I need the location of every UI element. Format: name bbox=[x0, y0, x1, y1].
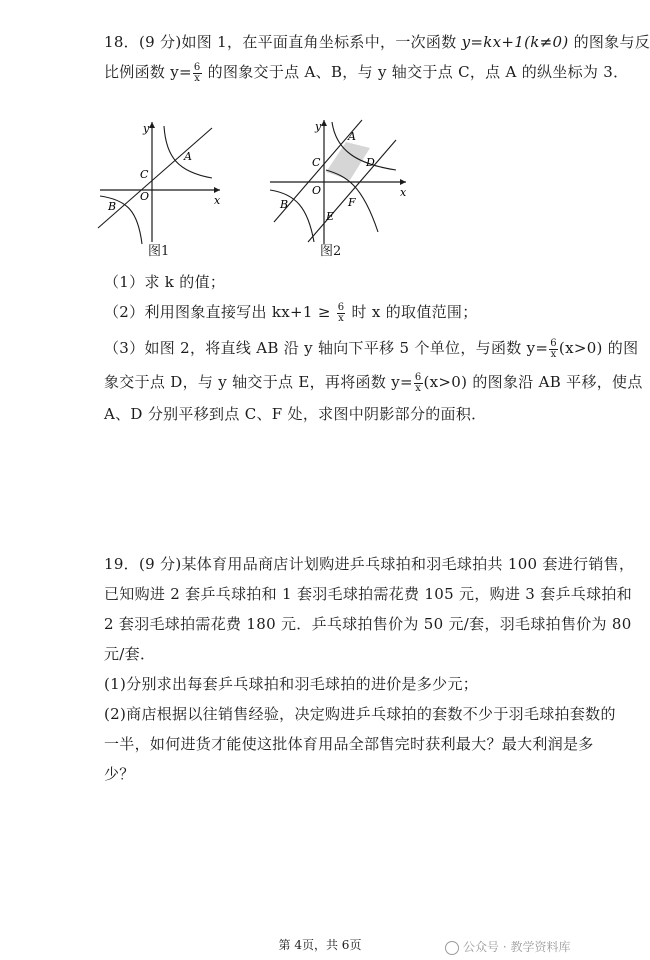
q18-line-2: 比例函数 y= $\frac{6}{x}$ 的图象交于点 A、B，与 y 轴交于点 C，点 A 的纵坐标为 3． bbox=[104, 61, 629, 84]
q18-part-2: （2）利用图象直接写出 kx+1 ≥ $\frac{6}{x}$ 时 x 的取值范围； bbox=[104, 301, 478, 324]
q19-part-2-line-1: (2)商店根据以往销售经验，决定购进乒乓球拍的套数不少于羽毛球拍套数的 bbox=[104, 705, 616, 723]
figure-2 bbox=[266, 112, 414, 252]
fraction: $\frac{6}{x}$ bbox=[414, 371, 422, 394]
q19-part-2-line-3: 少？ bbox=[104, 765, 135, 783]
q18-line-1: 18．(9 分)如图 1，在平面直角坐标系中，一次函数 y=kx+1(k≠0) 的图象与反 bbox=[104, 33, 650, 51]
fraction: $\frac{6}{x}$ bbox=[550, 337, 557, 360]
q19-line-3: 2 套羽毛球拍需花费 180 元．乒乓球拍售价为 50 元/套，羽毛球拍售价为 80 bbox=[104, 615, 632, 633]
q19-part-1: (1)分别求出每套乒乓球拍和羽毛球拍的进价是多少元； bbox=[104, 675, 479, 693]
q18-part-1: （1）求 k 的值； bbox=[104, 273, 226, 291]
fig1-label-x: x bbox=[214, 194, 221, 207]
q18-part-3-line-3: A、D 分别平移到点 C、F 处，求图中阴影部分的面积． bbox=[104, 405, 487, 423]
figure-2-caption: 图2 bbox=[320, 244, 342, 259]
fig1-label-b: B bbox=[108, 200, 117, 213]
page-number: 第 4页，共 6页 bbox=[278, 938, 362, 952]
q19-line-2: 已知购进 2 套乒乓球拍和 1 套羽毛球拍需花费 105 元，购进 3 套乒乓球拍和 bbox=[104, 585, 633, 603]
fig2-label-e: E bbox=[326, 210, 335, 223]
fig2-label-x: x bbox=[400, 186, 407, 199]
fraction: $\frac{6}{x}$ bbox=[193, 61, 201, 84]
q19-line-4: 元/套． bbox=[104, 645, 156, 663]
q18-part-3-line-2: 象交于点 D，与 y 轴交于点 E，再将函数 y= $\frac{6}{x}$ (x>0) 的图象沿 AB 平移，使点 bbox=[104, 371, 643, 394]
fig1-label-c: C bbox=[140, 168, 149, 181]
q19-part-2-line-2: 一半，如何进货才能使这批体育用品全部售完时获利最大？最大利润是多 bbox=[104, 735, 594, 753]
q19-line-1: 19．(9 分)某体育用品商店计划购进乒乓球拍和羽毛球拍共 100 套进行销售， bbox=[104, 555, 635, 573]
q18-part-3-line-1: （3）如图 2，将直线 AB 沿 y 轴向下平移 5 个单位，与函数 y= $\frac{6}{x}$ (x>0) 的图 bbox=[104, 337, 639, 360]
wechat-icon bbox=[445, 941, 459, 955]
fig2-label-f: F bbox=[348, 196, 356, 209]
figure-1 bbox=[96, 112, 226, 252]
fig2-label-b: B bbox=[280, 198, 289, 211]
fig2-label-o: O bbox=[312, 184, 322, 197]
fig2-label-d: D bbox=[366, 156, 375, 169]
fig1-label-a: A bbox=[184, 150, 192, 163]
fig1-label-y: y bbox=[143, 122, 150, 135]
figure-1-caption: 图1 bbox=[148, 244, 170, 259]
fig1-label-o: O bbox=[140, 190, 150, 203]
watermark: 公众号 · 教学资料库 bbox=[445, 938, 570, 955]
fraction: $\frac{6}{x}$ bbox=[337, 301, 345, 324]
fig2-label-c: C bbox=[312, 156, 321, 169]
fig2-label-y: y bbox=[315, 120, 322, 133]
fig2-label-a: A bbox=[348, 130, 356, 143]
